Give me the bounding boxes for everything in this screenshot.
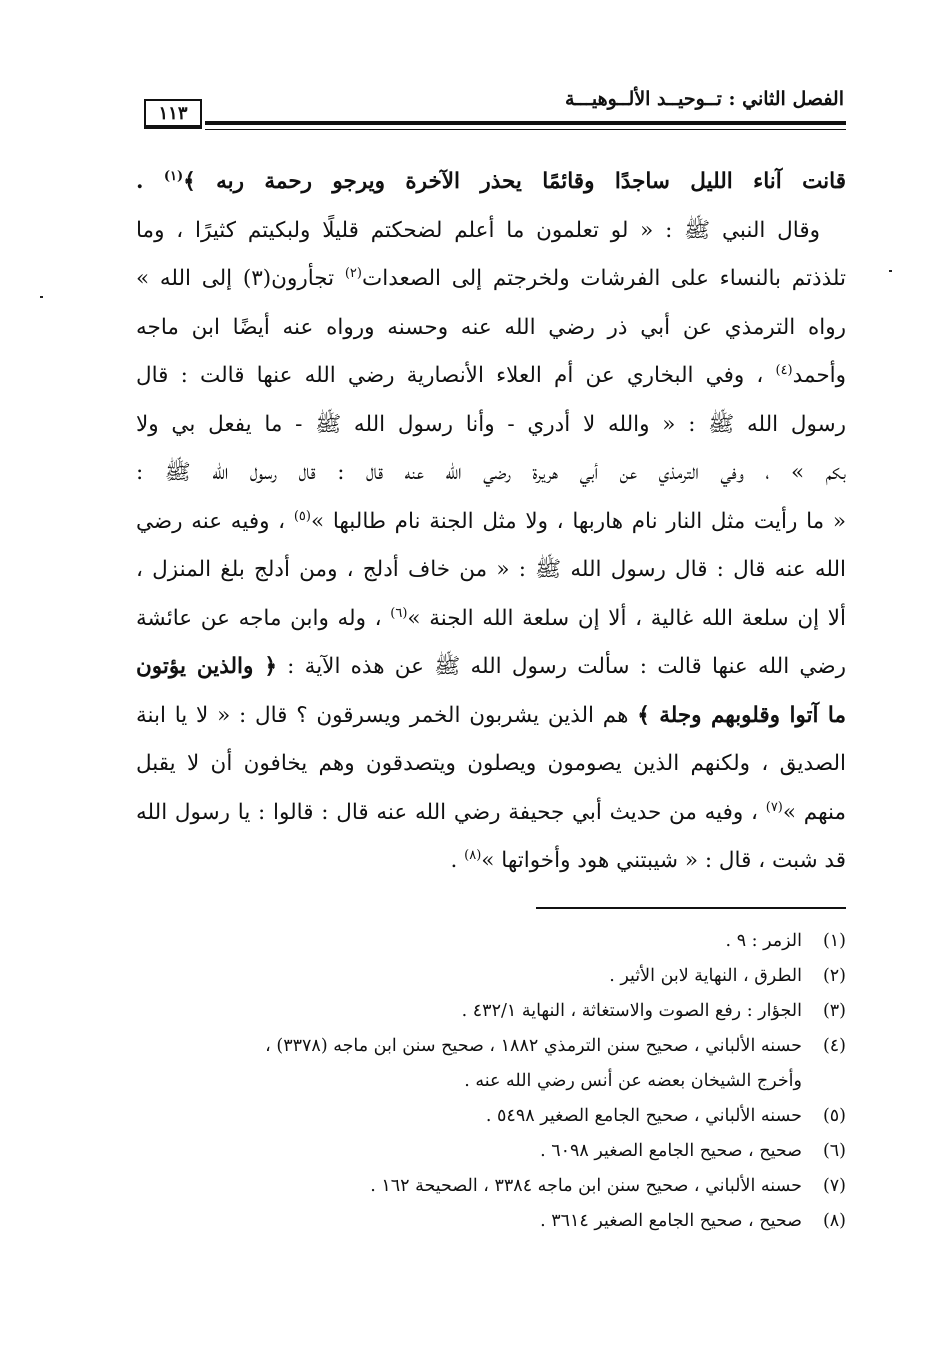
header-rule — [205, 121, 846, 125]
text-line-3: تلذذتم بالنساء على الفرشات ولخرجتم إلى الصعدات$^{(٢)}$ تجأرون(٣) إلى الله » — [136, 265, 846, 291]
footnote-separator — [536, 907, 846, 909]
scan-speck — [40, 296, 43, 298]
footnote-6: (٦) صحيح ، صحيح الجامع الصغير ٦٠٩٨ . — [540, 1141, 846, 1161]
footnote-8: (٨) صحيح ، صحيح الجامع الصغير ٣٦١٤ . — [540, 1211, 846, 1231]
footnote-4-continued: وأخرج الشيخان بعضه عن أنس رضي الله عنه . — [464, 1071, 802, 1091]
chapter-title: الفصل الثاني : تــوحيــد الألــوهيـــة — [564, 88, 844, 110]
page-number: ١١٣ — [144, 99, 202, 129]
text-line-11: رضي الله عنها قالت : سألت رسول الله ﷺ عن هذه الآية : ﴿ والذين يؤتون — [136, 654, 846, 679]
footnote-4: (٤) حسنه الألباني ، صحيح سنن الترمذي ١٨٨٢ ، صحيح سنن ابن ماجه (٣٣٧٨) ، — [265, 1036, 846, 1056]
text-line-7: بكم » ، وفي الترمذي عن أبي هريرة رضي الله عنه قال : قال رسول الله ﷺ : — [136, 460, 846, 485]
quran-quote: ما آتوا وقلوبهم وجلة ﴾ — [637, 702, 846, 728]
text-line-6: رسول الله ﷺ : « والله لا أدري - وأنا رسول الله ﷺ - ما يفعل بي ولا — [136, 411, 846, 437]
text-line-4: رواه الترمذي عن أبي ذر رضي الله عنه وحسنه ورواه عنه أيضًا ابن ماجه — [136, 314, 846, 340]
footnote-7: (٧) حسنه الألباني ، صحيح سنن ابن ماجه ٣٣٨٤ ، الصحيحة ١٦٢ . — [370, 1176, 846, 1196]
text-line-10: ألا إن سلعة الله غالية ، ألا إن سلعة الله الجنة »$^{(٦)}$ ، وله وابن ماجه عن عائشة — [136, 605, 846, 631]
footnote-1: (١) الزمر : ٩ . — [725, 931, 846, 951]
footnote-3: (٣) الجؤار : رفع الصوت والاستغاثة ، النهاية ٤٣٢/١ . — [461, 1001, 846, 1021]
text-line-8: « ما رأيت مثل النار نام هاربها ، ولا مثل الجنة نام طالبها »$^{(٥)}$ ، وفيه عنه رضي — [136, 508, 846, 534]
main-text — [136, 158, 846, 886]
footnote-ref: (٤) — [775, 362, 793, 378]
text-line-15: قد شبت ، قال : « شيبتني هود وأخواتها »$^{(٨)}$ . — [450, 847, 846, 873]
text-line-1: قانت آناء الليل ساجدًا وقائمًا يحذر الآخرة ويرجو رحمة ربه ﴾$^{(١)}$ . — [136, 168, 846, 194]
text-line-13: الصديق ، ولكنهم الذين يصومون ويصلون ويتصدقون وهم يخافون أن لا يقبل — [136, 751, 846, 776]
text-line-2: وقال النبي ﷺ : « لو تعلمون ما أعلم لضحكتم قليلًا ولبكيتم كثيرًا ، وما — [136, 217, 820, 243]
scan-speck — [889, 270, 892, 272]
text-line-5: وأحمد$^{(٤)}$ ، وفي البخاري عن أم العلاء الأنصارية رضي الله عنها قالت : قال — [136, 362, 846, 388]
footnote-5: (٥) حسنه الألباني ، صحيح الجامع الصغير ٥٤٩٨ . — [485, 1106, 846, 1126]
text-line-14: منهم »$^{(٧)}$ ، وفيه من حديث أبي جحيفة رضي الله عنه قال : قالوا : يا رسول الله — [136, 799, 846, 825]
footnote-ref: (١) — [163, 168, 184, 184]
text-line-12: ما آتوا وقلوبهم وجلة ﴾ هم الذين يشربون الخمر ويسرقون ؟ قال : « لا يا ابنة — [136, 702, 846, 728]
footnote-ref: (٥) — [293, 508, 311, 524]
header-rule-thin — [205, 129, 846, 130]
footnote-ref: (٢) — [344, 265, 362, 281]
quran-quote: ﴿ والذين يؤتون — [136, 654, 277, 679]
footnote-ref: (٨) — [464, 847, 482, 863]
footnotes — [130, 924, 846, 1239]
text-line-9: الله عنه قال : قال رسول الله ﷺ : « من خاف أدلج ، ومن أدلج بلغ المنزل ، — [136, 557, 846, 582]
footnote-ref: (٦) — [390, 605, 408, 621]
footnote-ref: (٧) — [765, 799, 783, 815]
footnote-2: (٢) الطرق ، النهاية لابن الأثير . — [609, 966, 846, 986]
